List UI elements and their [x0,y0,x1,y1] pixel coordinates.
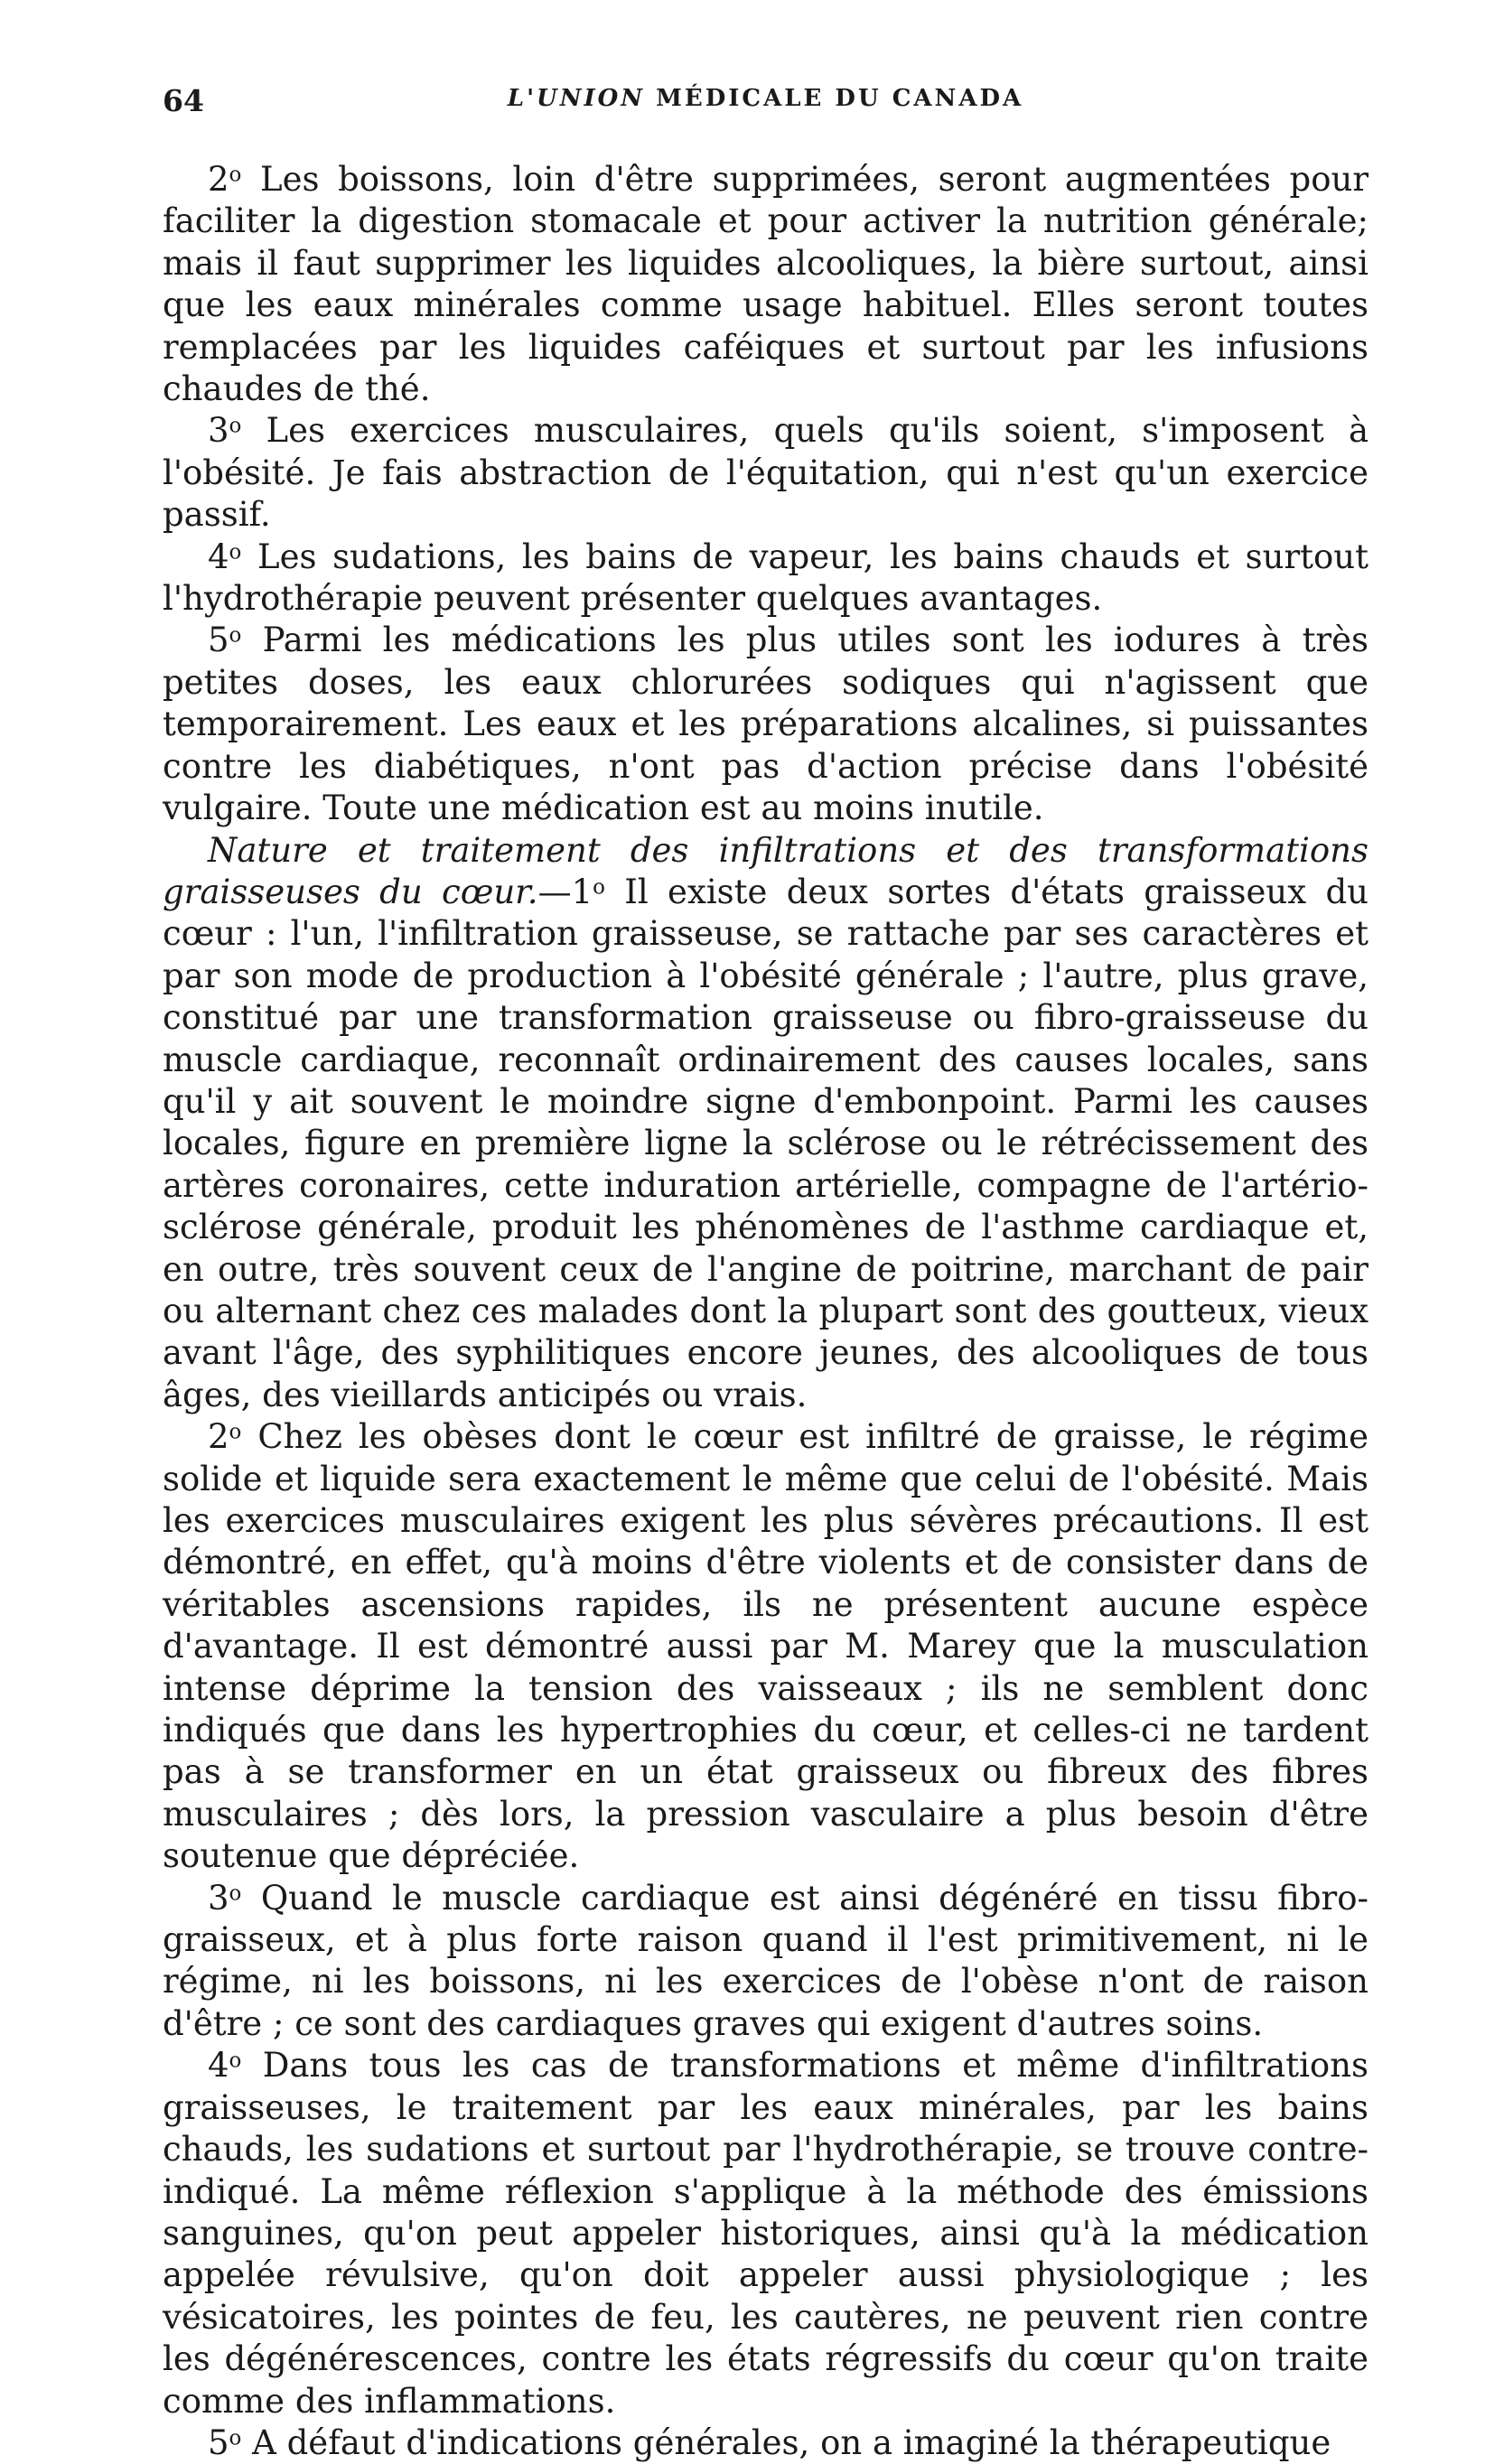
ordinal-mark: o [229,2426,242,2450]
paragraph-number: 5 [208,2422,229,2462]
paragraph [163,537,1369,621]
paragraph-number: 3 [208,411,229,451]
paragraph [163,1416,1369,1877]
paragraph [163,2422,1369,2464]
paragraph: Nature et traitement des infiltrations et des transformations graisseuses du cœur.—1$^o$ Il existe deux sortes d'états graisseux du cœur : l'un, l'infiltration graisseuse, se rattache par ses caractères et par son mode de production à l'obésité générale ; l'autre, plus grave, constitué par une transformation graisseuse ou fibro-graisseuse du muscle cardiaque, reconnaît ordinairement des causes locales, sans qu'il y ait souvent le moindre signe d'embonpoint. Parmi les causes locales, figure en première ligne la sclérose ou le rétrécissement des artères coronaires, cette induration artérielle, compagne de l'artério-sclérose générale, produit les phénomènes de l'asthme cardiaque et, en outre, très souvent ceux de l'angine de poitrine, marchant de pair ou alternant chez ces malades dont la plupart sont des goutteux, vieux avant l'âge, des syphilitiques encore jeunes, des alcooliques de tous âges, des vieillards anticipés ou vrais. [163,830,1369,1414]
paragraph-text: Les boissons, loin d'être supprimées, seront augmentées pour faciliter la digestion stomacale et pour activer la nutrition générale; mais il faut supprimer les liquides alcooliques, la bière surtout, ainsi que les eaux minérales comme usage habituel. Elles seront toutes remplacées par les liquides caféiques et surtout par les infusions chaudes de thé. [163,160,1369,409]
paragraph [163,159,1369,410]
paragraph-text: Il existe deux sortes d'états graisseux du cœur : l'un, l'infiltration graisseuse, se rattache par ses caractères et par son mode de production à l'obésité générale ; l'autre, plus grave, constitué par une transformation graisseuse ou fibro-graisseuse du muscle cardiaque, reconnaît ordinairement des causes locales, sans qu'il y ait souvent le moindre signe d'embonpoint. Parmi les causes locales, figure en première ligne la sclérose ou le rétrécissement des artères coronaires, cette induration artérielle, compagne de l'artério-sclérose générale, produit les phénomènes de l'asthme cardiaque et, en outre, très souvent ceux de l'angine de poitrine, marchant de pair ou alternant chez ces malades dont la plupart sont des goutteux, vieux avant l'âge, des syphilitiques encore jeunes, des alcooliques de tous âges, des vieillards anticipés ou vrais. [163,872,1369,1414]
paragraph-text: Chez les obèses dont le cœur est infiltré de graisse, le régime solide et liquide sera exactement le même que celui de l'obésité. Mais les exercices musculaires exigent les plus sévères précautions. Il est démontré, en effet, qu'à moins d'être violents et de consister dans de véritables ascensions rapides, ils ne présentent aucune espèce d'avantage. Il est démontré aussi par M. Marey que la musculation intense déprime la tension des vaisseaux ; ils ne semblent donc indiqués que dans les hypertrophies du cœur, et celles-ci ne tardent pas à se transformer en un état graisseux ou fibreux des fibres musculaires ; dès lors, la pression vasculaire a plus besoin d'être soutenue que dépréciée. [163,1417,1369,1876]
document-page [163,83,1369,2464]
paragraph [163,1878,1369,2046]
ordinal-mark: o [229,415,242,439]
ordinal-mark: o [229,1420,242,1444]
running-title-article: L'UNION [507,85,646,112]
ordinal-mark: o [229,540,242,565]
paragraph [163,2045,1369,2422]
body-text [163,159,1369,2464]
running-title [163,85,1369,112]
paragraph-text: Les exercices musculaires, quels qu'ils soient, s'imposent à l'obésité. Je fais abstraction de l'équitation, qui n'est qu'un exercice passif. [163,411,1369,535]
paragraph-number: 2 [208,160,229,199]
paragraph [163,410,1369,536]
paragraph [163,620,1369,829]
paragraph-text: Les sudations, les bains de vapeur, les bains chauds et surtout l'hydrothérapie peuvent présenter quelques avantages. [163,537,1369,619]
page-number: 64 [163,83,204,118]
paragraph-number: 1 [571,872,593,911]
paragraph-number: 5 [208,621,229,660]
paragraph-number: 3 [208,1878,229,1918]
ordinal-mark: o [229,2049,242,2073]
paragraph-text: Parmi les médications les plus utiles sont les iodures à très petites doses, les eaux chlorurées sodiques qui n'agissent que temporairement. Les eaux et les préparations alcalines, si puissantes contre les diabétiques, n'ont pas d'action précise dans l'obésité vulgaire. Toute une médication est au moins inutile. [163,621,1369,828]
paragraph-text: Quand le muscle cardiaque est ainsi dégénéré en tissu fibro-graisseux, et à plus forte raison quand il l'est primitivement, ni le régime, ni les boissons, ni les exercices de l'obèse n'ont de raison d'être ; ce sont des cardiaques graves qui exigent d'autres soins. [163,1878,1369,2043]
paragraph-text: A défaut d'indications générales, on a imaginé la thérapeutique [252,2422,1331,2462]
paragraph-number: 4 [208,537,229,576]
paragraph-number: 4 [208,2046,229,2086]
ordinal-mark: o [229,624,242,649]
running-title-rest: MÉDICALE DU CANADA [645,85,1024,112]
ordinal-mark: o [229,1881,242,1906]
paragraph-text: Dans tous les cas de transformations et même d'infiltrations graisseuses, le traitement par les eaux minérales, par les bains chauds, les sudations et surtout par l'hydrothérapie, se trouve contre-indiqué. La même réflexion s'applique à la méthode des émissions sanguines, qu'on peut appeler historiques, ainsi qu'à la médication appelée révulsive, qu'on doit appeler aussi physiologique ; les vésicatoires, les pointes de feu, les cautères, ne peuvent rien contre les dégénérescences, contre les états régressifs du cœur qu'on traite comme des inflammations. [163,2046,1369,2421]
paragraph-number: 2 [208,1417,229,1457]
section-heading: Nature et traitement des infiltrations et des transformations graisseuses du cœur. [163,830,1369,911]
page-header [163,83,1369,126]
ordinal-mark: o [229,163,242,187]
ordinal-mark: o [593,875,605,900]
